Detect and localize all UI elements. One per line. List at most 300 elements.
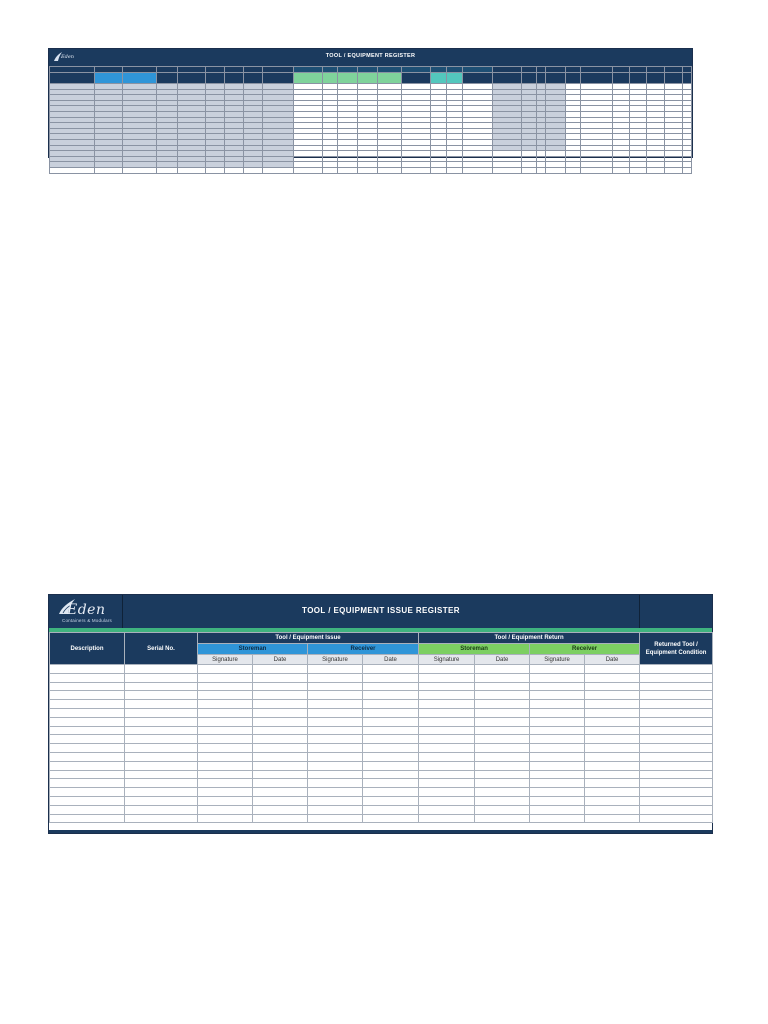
description-cell[interactable] — [50, 708, 125, 717]
return-storeman-signature-cell[interactable] — [419, 700, 475, 709]
issue-storeman-signature-cell[interactable] — [198, 779, 253, 788]
returned-condition-cell[interactable] — [640, 726, 713, 735]
return-receiver-date-cell[interactable] — [585, 788, 640, 797]
description-cell[interactable] — [50, 744, 125, 753]
return-receiver-signature-cell[interactable] — [530, 805, 585, 814]
return-receiver-date-cell[interactable] — [585, 673, 640, 682]
return-storeman-signature-cell[interactable] — [419, 682, 475, 691]
thumbnail-cell — [665, 73, 683, 84]
issue-receiver-date-cell[interactable] — [363, 761, 419, 770]
serial-no-header: Serial No. — [125, 633, 198, 665]
issue-receiver-signature-cell[interactable] — [308, 691, 363, 700]
thumbnail-cell — [378, 73, 401, 84]
issue-storeman-date-cell[interactable] — [253, 796, 308, 805]
thumbnail-cell — [431, 73, 447, 84]
return-receiver-date-cell[interactable] — [585, 770, 640, 779]
returned-condition-cell[interactable] — [640, 682, 713, 691]
return-storeman-signature-cell[interactable] — [419, 761, 475, 770]
thumbnail-cell — [123, 73, 157, 84]
return-receiver-signature-cell[interactable] — [530, 673, 585, 682]
serial-no-cell[interactable] — [125, 779, 198, 788]
description-cell[interactable] — [50, 770, 125, 779]
table-row — [50, 761, 713, 770]
issue-receiver-signature-cell[interactable] — [308, 788, 363, 797]
register-header — [49, 595, 712, 628]
thumbnail-cell — [613, 167, 630, 173]
returned-condition-cell[interactable] — [640, 708, 713, 717]
thumbnail-cell — [177, 167, 206, 173]
thumbnail-cell — [546, 73, 566, 84]
returned-condition-cell[interactable] — [640, 673, 713, 682]
returned-condition-cell[interactable] — [640, 788, 713, 797]
issue-storeman-signature-cell[interactable] — [198, 726, 253, 735]
issue-receiver-signature-cell[interactable] — [308, 726, 363, 735]
serial-no-cell[interactable] — [125, 735, 198, 744]
serial-no-cell[interactable] — [125, 673, 198, 682]
description-cell[interactable] — [50, 779, 125, 788]
thumbnail-cell — [630, 167, 647, 173]
return-receiver-signature-cell[interactable] — [530, 700, 585, 709]
issue-storeman-date-header: Date — [253, 655, 308, 665]
issue-storeman-date-cell[interactable] — [253, 691, 308, 700]
return-storeman-signature-cell[interactable] — [419, 814, 475, 823]
thumbnail-cell — [665, 167, 683, 173]
issue-receiver-date-cell[interactable] — [363, 796, 419, 805]
thumbnail-cell — [463, 73, 493, 84]
thumbnail-cell — [358, 73, 378, 84]
issue-receiver-signature-cell[interactable] — [308, 814, 363, 823]
issue-storeman-date-cell[interactable] — [253, 761, 308, 770]
return-receiver-signature-cell[interactable] — [530, 779, 585, 788]
issue-receiver-signature-cell[interactable] — [308, 779, 363, 788]
thumbnail-cell — [157, 73, 177, 84]
description-cell[interactable] — [50, 805, 125, 814]
serial-no-cell[interactable] — [125, 682, 198, 691]
serial-no-cell[interactable] — [125, 761, 198, 770]
issue-receiver-signature-cell[interactable] — [308, 805, 363, 814]
issue-receiver-signature-header: Signature — [308, 655, 363, 665]
return-receiver-date-cell[interactable] — [585, 796, 640, 805]
thumbnail-cell — [581, 167, 613, 173]
thumbnail-cell — [94, 73, 123, 84]
issue-storeman-signature-cell[interactable] — [198, 700, 253, 709]
issue-receiver-date-cell[interactable] — [363, 805, 419, 814]
company-logo-name: Eden — [67, 602, 106, 618]
returned-condition-cell[interactable] — [640, 796, 713, 805]
return-storeman-signature-cell[interactable] — [419, 726, 475, 735]
issue-receiver-signature-cell[interactable] — [308, 700, 363, 709]
return-storeman-date-cell[interactable] — [475, 735, 530, 744]
issue-storeman-date-cell[interactable] — [253, 752, 308, 761]
description-cell[interactable] — [50, 788, 125, 797]
description-cell[interactable] — [50, 717, 125, 726]
return-receiver-signature-cell[interactable] — [530, 708, 585, 717]
issue-storeman-signature-cell[interactable] — [198, 761, 253, 770]
return-storeman-date-cell[interactable] — [475, 717, 530, 726]
table-row — [50, 700, 713, 709]
thumbnail-cell — [294, 167, 323, 173]
issue-receiver-date-cell[interactable] — [363, 779, 419, 788]
return-storeman-date-cell[interactable] — [475, 665, 530, 674]
company-logo — [49, 595, 123, 628]
return-receiver-date-header: Date — [585, 655, 640, 665]
return-storeman-signature-cell[interactable] — [419, 708, 475, 717]
thumbnail-cell — [50, 73, 95, 84]
issue-group-header: Tool / Equipment Issue — [198, 633, 419, 644]
issue-storeman-date-cell[interactable] — [253, 708, 308, 717]
description-cell[interactable] — [50, 761, 125, 770]
issue-storeman-signature-cell[interactable] — [198, 691, 253, 700]
description-cell[interactable] — [50, 665, 125, 674]
description-cell[interactable] — [50, 691, 125, 700]
issue-storeman-signature-cell[interactable] — [198, 752, 253, 761]
register-footer-bar — [49, 830, 712, 833]
issue-receiver-signature-cell[interactable] — [308, 717, 363, 726]
issue-receiver-signature-cell[interactable] — [308, 735, 363, 744]
return-storeman-date-cell[interactable] — [475, 673, 530, 682]
issue-receiver-date-cell[interactable] — [363, 700, 419, 709]
thumbnail-cell — [50, 167, 95, 173]
thumbnail-cell — [225, 167, 244, 173]
thumbnail-cell — [581, 73, 613, 84]
issue-receiver-date-cell[interactable] — [363, 682, 419, 691]
issue-storeman-signature-cell[interactable] — [198, 682, 253, 691]
thumbnail-cell — [206, 73, 225, 84]
return-receiver-signature-cell[interactable] — [530, 788, 585, 797]
returned-condition-cell[interactable] — [640, 779, 713, 788]
return-storeman-signature-cell[interactable] — [419, 665, 475, 674]
return-receiver-signature-cell[interactable] — [530, 761, 585, 770]
issue-storeman-signature-cell[interactable] — [198, 665, 253, 674]
issue-storeman-signature-cell[interactable] — [198, 805, 253, 814]
table-row — [50, 717, 713, 726]
serial-no-cell[interactable] — [125, 665, 198, 674]
returned-condition-cell[interactable] — [640, 744, 713, 753]
issue-receiver-date-cell[interactable] — [363, 814, 419, 823]
thumbnail-cell — [337, 73, 357, 84]
description-cell[interactable] — [50, 735, 125, 744]
table-row — [50, 770, 713, 779]
description-cell[interactable] — [50, 726, 125, 735]
returned-condition-header: Returned Tool / Equipment Condition — [640, 633, 713, 665]
thumbnail-cell — [177, 73, 206, 84]
returned-condition-cell[interactable] — [640, 700, 713, 709]
thumbnail-cell — [566, 167, 581, 173]
issue-storeman-date-cell[interactable] — [253, 682, 308, 691]
issue-receiver-date-cell[interactable] — [363, 735, 419, 744]
description-cell[interactable] — [50, 752, 125, 761]
thumbnail-cell — [244, 167, 262, 173]
description-header: Description — [50, 633, 125, 665]
return-storeman-signature-cell[interactable] — [419, 788, 475, 797]
issue-receiver-header: Receiver — [308, 644, 419, 655]
return-receiver-date-cell[interactable] — [585, 700, 640, 709]
table-row — [50, 691, 713, 700]
return-storeman-date-cell[interactable] — [475, 761, 530, 770]
return-receiver-date-cell[interactable] — [585, 735, 640, 744]
returned-condition-cell[interactable] — [640, 717, 713, 726]
serial-no-cell[interactable] — [125, 752, 198, 761]
issue-storeman-signature-cell[interactable] — [198, 770, 253, 779]
return-storeman-date-header: Date — [475, 655, 530, 665]
issue-storeman-signature-cell[interactable] — [198, 717, 253, 726]
return-receiver-signature-cell[interactable] — [530, 752, 585, 761]
table-row — [50, 682, 713, 691]
return-storeman-date-cell[interactable] — [475, 770, 530, 779]
issue-receiver-signature-cell[interactable] — [308, 682, 363, 691]
return-storeman-signature-cell[interactable] — [419, 744, 475, 753]
issue-storeman-signature-cell[interactable] — [198, 814, 253, 823]
return-receiver-date-cell[interactable] — [585, 726, 640, 735]
issue-storeman-signature-cell[interactable] — [198, 744, 253, 753]
issue-receiver-date-cell[interactable] — [363, 726, 419, 735]
return-storeman-date-cell[interactable] — [475, 708, 530, 717]
serial-no-cell[interactable] — [125, 796, 198, 805]
thumbnail-cell — [521, 73, 536, 84]
return-storeman-date-cell[interactable] — [475, 682, 530, 691]
thumbnail-cell — [262, 73, 294, 84]
issue-storeman-signature-cell[interactable] — [198, 788, 253, 797]
returned-condition-cell[interactable] — [640, 770, 713, 779]
issue-storeman-signature-cell[interactable] — [198, 735, 253, 744]
top-register-header — [49, 49, 692, 66]
return-receiver-date-cell[interactable] — [585, 691, 640, 700]
serial-no-cell[interactable] — [125, 788, 198, 797]
thumbnail-row — [50, 167, 692, 173]
returned-condition-cell[interactable] — [640, 814, 713, 823]
issue-storeman-signature-header: Signature — [198, 655, 253, 665]
returned-condition-cell[interactable] — [640, 665, 713, 674]
return-storeman-date-cell[interactable] — [475, 796, 530, 805]
issue-storeman-date-cell[interactable] — [253, 700, 308, 709]
table-row — [50, 805, 713, 814]
serial-no-cell[interactable] — [125, 726, 198, 735]
return-storeman-signature-cell[interactable] — [419, 770, 475, 779]
thumbnail-cell — [447, 167, 463, 173]
thumbnail-cell — [358, 167, 378, 173]
page-title: TOOL / EQUIPMENT ISSUE REGISTER — [302, 606, 460, 615]
return-storeman-signature-cell[interactable] — [419, 691, 475, 700]
issue-receiver-date-cell[interactable] — [363, 708, 419, 717]
thumbnail-cell — [546, 167, 566, 173]
returned-condition-cell[interactable] — [640, 735, 713, 744]
top-register-table — [49, 66, 692, 174]
serial-no-cell[interactable] — [125, 691, 198, 700]
returned-condition-cell[interactable] — [640, 752, 713, 761]
issue-storeman-date-cell[interactable] — [253, 788, 308, 797]
return-receiver-signature-cell[interactable] — [530, 691, 585, 700]
return-storeman-signature-cell[interactable] — [419, 752, 475, 761]
issue-storeman-date-cell[interactable] — [253, 726, 308, 735]
issue-receiver-signature-cell[interactable] — [308, 665, 363, 674]
thumbnail-cell — [123, 167, 157, 173]
serial-no-cell[interactable] — [125, 814, 198, 823]
issue-register — [48, 594, 713, 834]
issue-receiver-signature-cell[interactable] — [308, 796, 363, 805]
thumbnail-cell — [378, 167, 401, 173]
thumbnail-cell — [566, 73, 581, 84]
header-blank-cell — [639, 595, 712, 628]
table-row — [50, 779, 713, 788]
table-row — [50, 796, 713, 805]
return-storeman-date-cell[interactable] — [475, 700, 530, 709]
issue-storeman-date-cell[interactable] — [253, 735, 308, 744]
return-storeman-date-cell[interactable] — [475, 691, 530, 700]
table-row — [50, 673, 713, 682]
issue-receiver-date-header: Date — [363, 655, 419, 665]
issue-receiver-date-cell[interactable] — [363, 673, 419, 682]
return-storeman-date-cell[interactable] — [475, 779, 530, 788]
issue-storeman-date-cell[interactable] — [253, 770, 308, 779]
thumbnail-cell — [536, 167, 546, 173]
thumbnail-cell — [447, 73, 463, 84]
table-row — [50, 735, 713, 744]
return-storeman-signature-cell[interactable] — [419, 673, 475, 682]
issue-storeman-date-cell[interactable] — [253, 805, 308, 814]
issue-receiver-signature-cell[interactable] — [308, 770, 363, 779]
issue-storeman-signature-cell[interactable] — [198, 796, 253, 805]
issue-receiver-date-cell[interactable] — [363, 788, 419, 797]
return-storeman-signature-cell[interactable] — [419, 735, 475, 744]
issue-receiver-date-cell[interactable] — [363, 665, 419, 674]
issue-receiver-signature-cell[interactable] — [308, 708, 363, 717]
return-storeman-signature-cell[interactable] — [419, 717, 475, 726]
issue-storeman-date-cell[interactable] — [253, 665, 308, 674]
table-row — [50, 708, 713, 717]
table-row — [50, 744, 713, 753]
table-row — [50, 726, 713, 735]
return-receiver-signature-cell[interactable] — [530, 726, 585, 735]
thumbnail-cell — [337, 167, 357, 173]
table-row — [50, 752, 713, 761]
serial-no-cell[interactable] — [125, 700, 198, 709]
return-storeman-date-cell[interactable] — [475, 805, 530, 814]
thumbnail-cell — [493, 73, 522, 84]
return-receiver-signature-cell[interactable] — [530, 770, 585, 779]
issue-receiver-date-cell[interactable] — [363, 744, 419, 753]
return-receiver-signature-cell[interactable] — [530, 814, 585, 823]
return-receiver-date-cell[interactable] — [585, 708, 640, 717]
return-receiver-date-cell[interactable] — [585, 682, 640, 691]
return-receiver-date-cell[interactable] — [585, 744, 640, 753]
issue-storeman-signature-cell[interactable] — [198, 708, 253, 717]
issue-storeman-date-cell[interactable] — [253, 673, 308, 682]
thumbnail-cell — [630, 73, 647, 84]
thumbnail-cell — [613, 73, 630, 84]
description-cell[interactable] — [50, 796, 125, 805]
return-storeman-signature-cell[interactable] — [419, 779, 475, 788]
description-cell[interactable] — [50, 700, 125, 709]
issue-storeman-signature-cell[interactable] — [198, 673, 253, 682]
return-receiver-signature-cell[interactable] — [530, 717, 585, 726]
issue-receiver-signature-cell[interactable] — [308, 761, 363, 770]
thumbnail-cell — [262, 167, 294, 173]
issue-receiver-signature-cell[interactable] — [308, 744, 363, 753]
return-receiver-signature-cell[interactable] — [530, 682, 585, 691]
return-receiver-date-cell[interactable] — [585, 814, 640, 823]
serial-no-cell[interactable] — [125, 805, 198, 814]
returned-condition-cell[interactable] — [640, 805, 713, 814]
return-receiver-date-cell[interactable] — [585, 665, 640, 674]
return-storeman-date-cell[interactable] — [475, 726, 530, 735]
top-register-logo-text: Eden — [61, 54, 75, 60]
issue-receiver-date-cell[interactable] — [363, 752, 419, 761]
return-receiver-header: Receiver — [530, 644, 640, 655]
issue-receiver-date-cell[interactable] — [363, 770, 419, 779]
issue-receiver-signature-cell[interactable] — [308, 752, 363, 761]
thumbnail-row — [50, 73, 692, 84]
serial-no-cell[interactable] — [125, 708, 198, 717]
thumbnail-cell — [294, 73, 323, 84]
issue-receiver-signature-cell[interactable] — [308, 673, 363, 682]
return-receiver-date-cell[interactable] — [585, 717, 640, 726]
return-group-header: Tool / Equipment Return — [419, 633, 640, 644]
thumbnail-cell — [401, 167, 431, 173]
return-storeman-date-cell[interactable] — [475, 752, 530, 761]
serial-no-cell[interactable] — [125, 770, 198, 779]
thumbnail-cell — [521, 167, 536, 173]
returned-condition-cell[interactable] — [640, 761, 713, 770]
return-receiver-signature-cell[interactable] — [530, 744, 585, 753]
return-receiver-date-cell[interactable] — [585, 752, 640, 761]
return-storeman-signature-header: Signature — [419, 655, 475, 665]
issue-receiver-date-cell[interactable] — [363, 691, 419, 700]
return-receiver-date-cell[interactable] — [585, 779, 640, 788]
return-storeman-signature-cell[interactable] — [419, 796, 475, 805]
top-register-title: TOOL / EQUIPMENT REGISTER — [325, 53, 416, 59]
issue-storeman-date-cell[interactable] — [253, 744, 308, 753]
serial-no-cell[interactable] — [125, 744, 198, 753]
thumbnail-cell — [431, 167, 447, 173]
thumbnail-cell — [401, 73, 431, 84]
thumbnail-cell — [493, 167, 522, 173]
return-storeman-date-cell[interactable] — [475, 814, 530, 823]
thumbnail-cell — [225, 73, 244, 84]
thumbnail-cell — [323, 167, 338, 173]
issue-storeman-date-cell[interactable] — [253, 814, 308, 823]
issue-receiver-date-cell[interactable] — [363, 717, 419, 726]
return-storeman-date-cell[interactable] — [475, 744, 530, 753]
returned-condition-cell[interactable] — [640, 691, 713, 700]
thumbnail-cell — [647, 73, 665, 84]
description-cell[interactable] — [50, 673, 125, 682]
description-cell[interactable] — [50, 814, 125, 823]
return-storeman-signature-cell[interactable] — [419, 805, 475, 814]
table-row — [50, 814, 713, 823]
issue-storeman-date-cell[interactable] — [253, 717, 308, 726]
thumbnail-cell — [157, 167, 177, 173]
thumbnail-cell — [683, 73, 692, 84]
thumbnail-cell — [647, 167, 665, 173]
table-row — [50, 788, 713, 797]
return-receiver-date-cell[interactable] — [585, 805, 640, 814]
table-row — [50, 665, 713, 674]
issue-storeman-date-cell[interactable] — [253, 779, 308, 788]
return-receiver-signature-cell[interactable] — [530, 735, 585, 744]
thumbnail-cell — [206, 167, 225, 173]
description-cell[interactable] — [50, 682, 125, 691]
return-receiver-date-cell[interactable] — [585, 761, 640, 770]
return-storeman-date-cell[interactable] — [475, 788, 530, 797]
register-body — [50, 665, 713, 823]
thumbnail-cell — [244, 73, 262, 84]
serial-no-cell[interactable] — [125, 717, 198, 726]
return-receiver-signature-cell[interactable] — [530, 796, 585, 805]
return-receiver-signature-header: Signature — [530, 655, 585, 665]
issue-storeman-header: Storeman — [198, 644, 308, 655]
return-receiver-signature-cell[interactable] — [530, 665, 585, 674]
thumbnail-cell — [463, 167, 493, 173]
